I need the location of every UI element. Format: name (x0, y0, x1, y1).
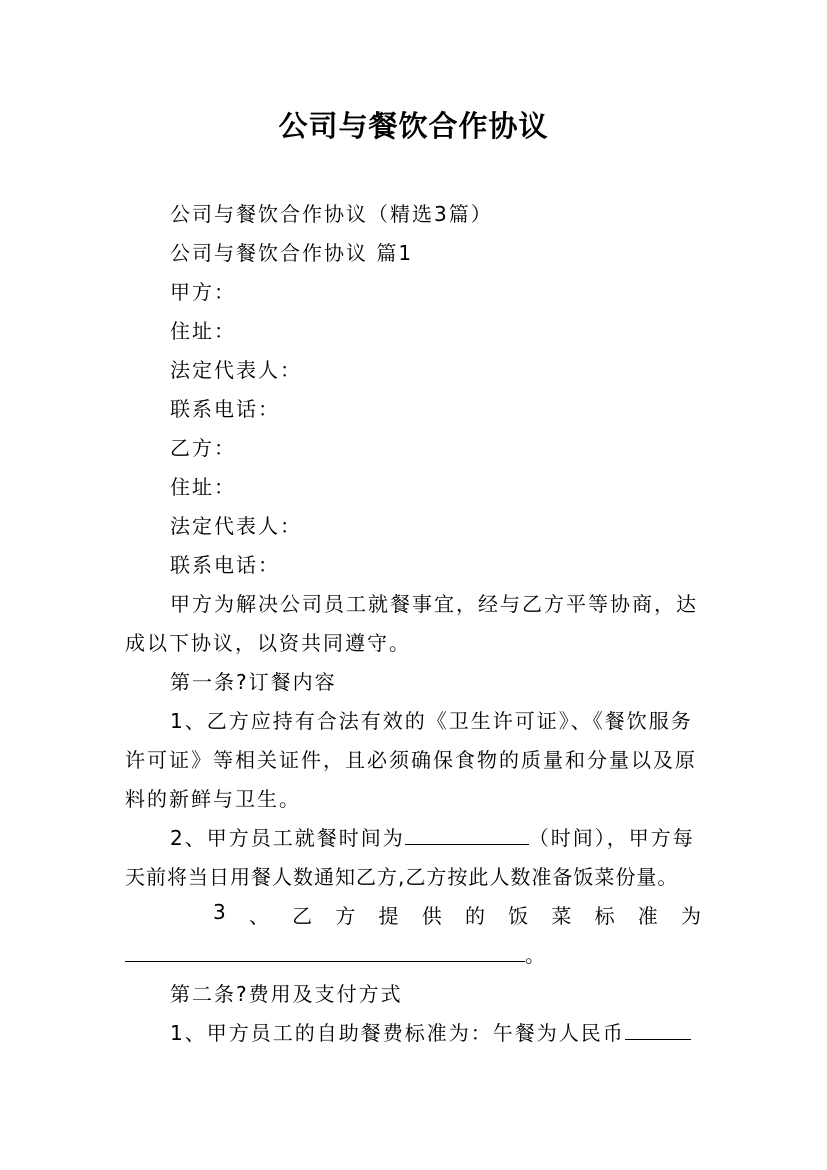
item3-char: 乙 (292, 904, 315, 928)
part-heading: 公司与餐饮合作协议 篇1 (170, 241, 414, 265)
article2-item1-line1 (170, 1017, 691, 1046)
meal-standard-blank (125, 943, 525, 962)
item3-char: 饭 (508, 904, 531, 928)
article1-item3-line1 (125, 900, 703, 929)
article1-item1-line3: 料的新鲜与卫生。 (125, 787, 301, 811)
item3-char: 为 (680, 904, 703, 928)
lunch-price-blank (625, 1021, 691, 1040)
item3-char: 供 (421, 904, 444, 928)
article1-item1-line2: 许可证》等相关证件，且必须确保食物的质量和分量以及原 (125, 748, 697, 772)
party-b-phone: 联系电话： (170, 553, 280, 577)
party-a-address: 住址： (170, 319, 236, 343)
party-b-label: 乙方： (170, 436, 236, 460)
item3-char: 3 (213, 900, 228, 924)
intro-paragraph-line2: 成以下协议，以资共同遵守。 (125, 631, 411, 655)
party-a-label: 甲方： (170, 280, 236, 304)
article1-item1-line1: 1、乙方应持有合法有效的《卫生许可证》、《餐饮服务 (170, 709, 693, 733)
party-b-address: 住址： (170, 475, 236, 499)
article1-item2-line1 (170, 822, 695, 851)
article1-item3-period: 。 (525, 943, 547, 967)
item3-char: 、 (248, 904, 271, 928)
party-a-representative: 法定代表人： (170, 358, 302, 382)
party-a-phone: 联系电话： (170, 397, 280, 421)
article2-item1-text: 1、甲方员工的自助餐费标准为：午餐为人民币 (170, 1021, 625, 1045)
item3-char: 提 (378, 904, 401, 928)
article1-item2-text-after: （时间），甲方每 (528, 826, 695, 850)
document-title: 公司与餐饮合作协议 (278, 109, 549, 143)
article1-item2-text-before: 2、甲方员工就餐时间为 (170, 826, 405, 850)
intro-paragraph-line1: 甲方为解决公司员工就餐事宜，经与乙方平等协商，达 (170, 592, 698, 616)
article1-heading: 第一条?订餐内容 (170, 670, 337, 694)
article1-item2-line2: 天前将当日用餐人数通知乙方,乙方按此人数准备饭菜份量。 (125, 865, 679, 889)
document-subtitle: 公司与餐饮合作协议（精选3篇） (170, 202, 493, 226)
article2-heading: 第二条?费用及支付方式 (170, 982, 403, 1006)
item3-char: 菜 (551, 904, 574, 928)
item3-char: 标 (594, 904, 617, 928)
item3-char: 准 (637, 904, 660, 928)
party-b-representative: 法定代表人： (170, 514, 302, 538)
meal-time-blank (405, 826, 529, 845)
article1-item3-line2 (125, 939, 547, 968)
item3-char: 的 (464, 904, 487, 928)
item3-char: 方 (335, 904, 358, 928)
